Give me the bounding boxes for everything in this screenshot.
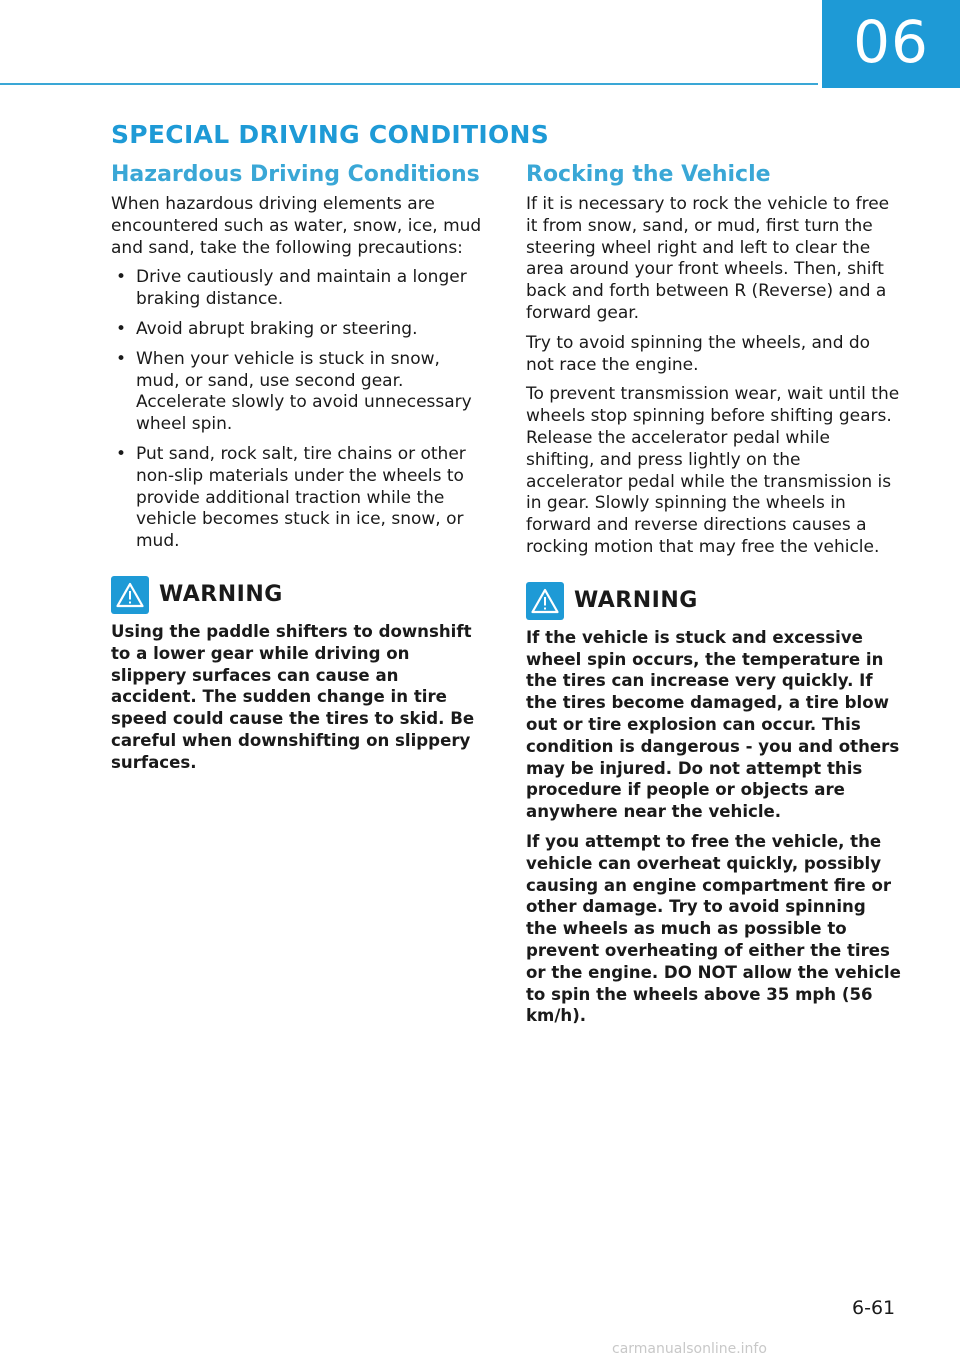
warning-text: Using the paddle shifters to downshift to a lower gear while driving on slippery surfaces can cause an accident. The sudden change in tire speed could cause the tires to skid. Be careful when downshifting on slippery surfaces. [111,621,475,772]
list-item: • When your vehicle is stuck in snow, mud, or sand, use second gear. Accelerate slowly to avoid unnecessary wheel spin. [111,349,487,436]
warning-box-left [111,575,487,774]
list-item: • Avoid abrupt braking or steering. [111,319,487,341]
warning-label: WARNING [159,582,283,608]
warning-text: If the vehicle is stuck and excessive wheel spin occurs, the temperature in the tires can increase very quickly. If the tires become damaged, a tire blow out or tire explosion can occur. This condition is dangerous - you and others may be injured. Do not attempt this procedure if people or objects are anywhere near the vehicle. [526,627,900,822]
warning-box-right [526,581,902,1027]
warning-label: WARNING [574,588,698,614]
rocking-paragraph: Try to avoid spinning the wheels, and do not race the engine. [526,332,871,375]
hazardous-heading: Hazardous Driving Conditions [111,162,480,187]
watermark: carmanualsonline.info [612,1341,767,1357]
rocking-heading: Rocking the Vehicle [526,162,771,187]
warning-triangle-icon [111,576,149,614]
warning-triangle-icon [526,582,564,620]
list-item: • Put sand, rock salt, tire chains or other non-slip materials under the wheels to provide additional traction while the vehicle becomes stuck in ice, snow, or mud. [111,444,487,553]
warning-header [526,581,902,621]
warning-header [111,575,487,615]
left-column [111,160,487,782]
header-rule [0,83,818,85]
list-item: • Drive cautiously and maintain a longer braking distance. [111,267,487,311]
rocking-paragraph: To prevent transmission wear, wait until the wheels stop spinning before shifting gears. Release the accelerator pedal while shifting, and press lightly on the accelerator pedal while the transmission is in gear. Slowly spinning the wheels in forward and reverse directions causes a rocking motion that may free the vehicle. [526,384,900,557]
precautions-list [111,267,487,553]
chapter-tab [822,0,960,88]
rocking-paragraph: If it is necessary to rock the vehicle to free it from snow, sand, or mud, first turn the steering wheel right and left to clear the area around your front wheels. Then, shift back and forth between R (Reverse) and a forward gear. [526,194,890,323]
page-number: 6-61 [852,1297,896,1319]
warning-text: If you attempt to free the vehicle, the vehicle can overheat quickly, possibly causing an engine compartment fire or other damage. Try to avoid spinning the wheels as much as possible to prevent overheating of either the tires or the engine. DO NOT allow the vehicle to spin the wheels above 35 mph (56 km/h). [526,831,901,1026]
chapter-number: 06 [853,8,929,76]
right-column [526,160,902,1035]
hazardous-intro: When hazardous driving elements are encountered such as water, snow, ice, mud and sand, take the following precautions: [111,194,482,258]
section-title: SPECIAL DRIVING CONDITIONS [111,120,550,149]
